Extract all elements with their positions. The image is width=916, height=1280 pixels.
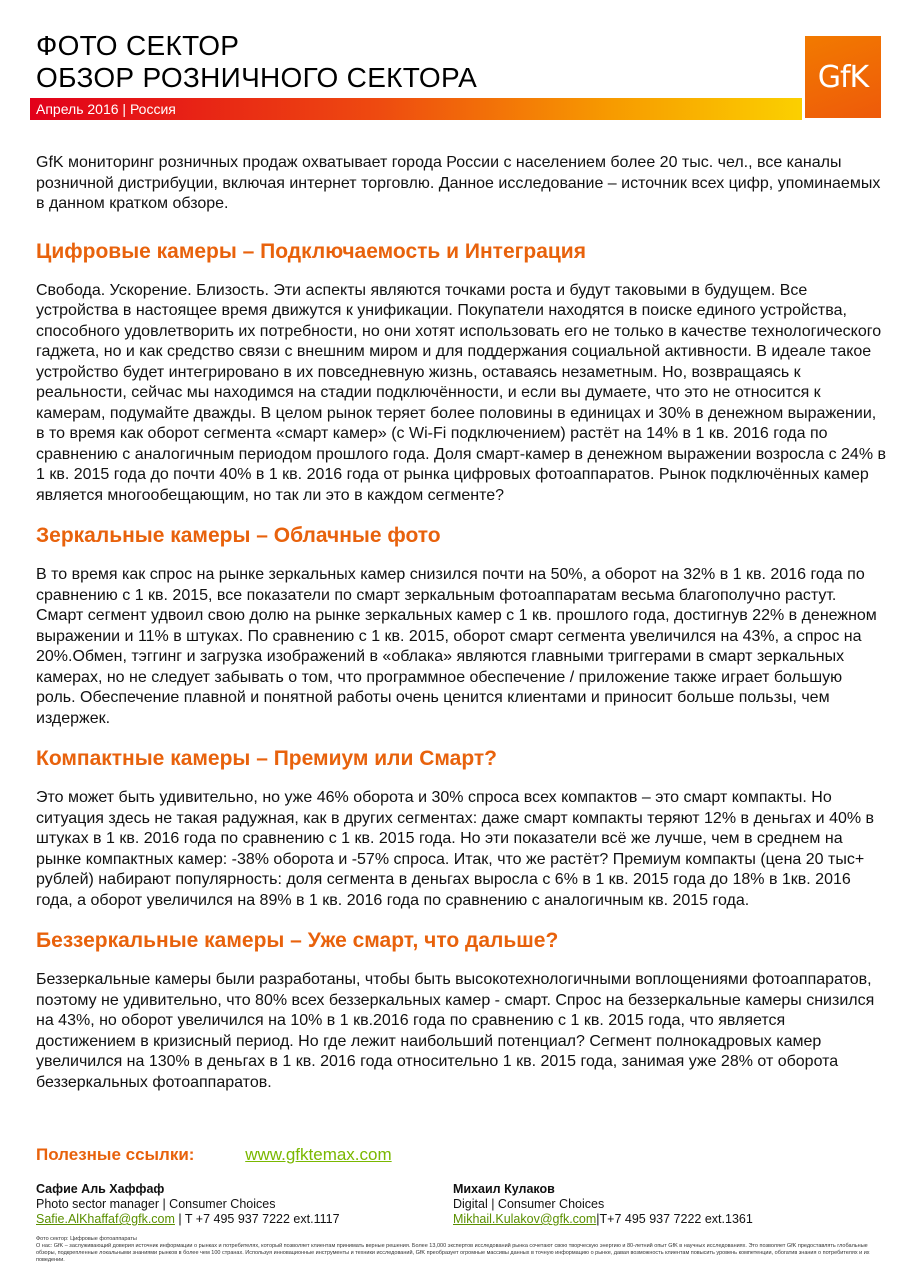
section-text-compact: Это может быть удивительно, но уже 46% оборота и 30% спроса всех компактов – это смарт компакты. Но ситуация здесь не такая радужная, как в других сегментах: даже смарт компакты теряют 12% в деньгах и 40% в штуках в 1 кв. 2016 года по сравнению с 1 кв. 2015 года. Но эти показатели всё же лучше, чем в среднем на рынке компактных камер: -38% оборота и -57% спроса. Итак, что же растёт? Премиум компакты (цена 20 тыс+ рублей) набирают популярность: доля сегмента в деньгах выросла с 6% в 1 кв. 2015 года до 18% в 1кв. 2016 года, а оборот увеличился на 89% в 1 кв. 2016 года по сравнению с аналогичным кв. 2015 года. [36,789,875,909]
section-heading-mirrorless: Беззеркальные камеры – Уже смарт, что дальше? [36,929,559,952]
section-heading-dslr: Зеркальные камеры – Облачные фото [36,524,441,547]
section-text-dslr: В то время как спрос на рынке зеркальных камер снизился почти на 50%, а оборот на 32% в 1 кв. 2016 года по сравнению с 1 кв. 2015, все показатели по смарт зеркальным фотоаппаратам весьма благополучно растут. Смарт сегмент удвоил свою долю на рынке зеркальных камер с 1 кв. прошлого года, достигнув 22% в денежном выражении и 11% в штуках. По сравнению с 1 кв. 2015, оборот смарт сегмента увеличился на 43%, а спрос на 20%.Обмен, тэггинг и загрузка изображений в «облака» являются главными триггерами в смарт зеркальных камерах, но не следует забывать о том, что программное обеспечение / приложение также играет большую роль. Обеспечение плавной и понятной работы очень ценится клиентами и приносит больше пользы, чем издержек. [36,566,877,727]
gfk-logo [805,36,881,118]
contact-2 [453,1182,753,1227]
section-heading-digital: Цифровые камеры – Подключаемость и Интеграция [36,239,586,263]
contact-1 [36,1182,340,1227]
contact-email-link[interactable]: Safie.AlKhaffaf@gfk.com [36,1212,175,1226]
logo-text: GfK [817,59,869,95]
contact-email-link[interactable]: Mikhail.Kulakov@gfk.com [453,1212,597,1226]
contact-phone: |T+7 495 937 7222 ext.1361 [596,1212,753,1226]
contact-name: Сафие Аль Хаффаф [36,1182,165,1196]
section-heading-compact: Компактные камеры – Премиум или Смарт? [36,747,498,770]
contact-name: Михаил Кулаков [453,1182,555,1196]
contact-role: Digital | Consumer Choices [453,1197,605,1211]
footer-line-2: О нас: GfK – заслуживающий доверия источник информации о рынках и потребителях, который позволяет клиентам принимать верные решения. Более 13,000 экспертов исследований рынка сочетают свою творческую энергию и 80-летний опыт GfK в научных исследованиях. Это позволяет GfK предоставлять глобальные обзоры, подкрепленные локальными знаниями рынков в более чем 100 странах. Используя инновационные инструменты и техники исследований, GfK преобразует огромные массивы данных в точную информацию о рынке, давая возможность клиентам повысить уровень компетенции, обогатив знания о потребителях и их поведении. [36,1243,870,1263]
title-line-1: ФОТО СЕКТОР [36,30,240,61]
main-content [36,153,886,1093]
contact-details [453,1212,753,1227]
page-title [36,30,477,94]
footer-line-1: Фото сектор: Цифровые фотоаппараты [36,1236,137,1242]
footer-disclaimer [36,1236,886,1264]
section-text-mirrorless: Беззеркальные камеры были разработаны, чтобы быть высокотехнологичными воплощениями фотоаппаратов, поэтому не удивительно, что 80% всех беззеркальных камер - смарт. Спрос на беззеркальные камеры снизился на 43%, но оборот увеличился на 10% в 1 кв.2016 года по сравнению с 1 кв. 2015 года, что является достижением в кризисный период. Но где лежит наибольший потенциал? Сегмент полнокадровых камер увеличился на 130% в деньгах в 1 кв. 2016 года относительно 1 кв. 2015 года, занимая уже 28% от оборота беззеркальных фотоаппаратов. [36,971,875,1091]
intro-paragraph: GfK мониторинг розничных продаж охватывает города России с населением более 20 тыс. чел., все каналы розничной дистрибуции, включая интернет торговлю. Данное исследование – источник всех цифр, упоминаемых в данном кратком обзоре. [36,154,881,212]
contact-details [36,1212,340,1227]
gfktemax-link[interactable]: www.gfktemax.com [245,1145,392,1164]
date-location-label: Апрель 2016 | Россия [36,101,176,117]
contact-role: Photo sector manager | Consumer Choices [36,1197,276,1211]
useful-links [36,1144,392,1166]
links-label: Полезные ссылки: [36,1145,195,1164]
contact-phone: | T +7 495 937 7222 ext.1117 [174,1212,340,1226]
section-text-digital: Свобода. Ускорение. Близость. Эти аспекты являются точками роста и будут таковыми в будущем. Все устройства в настоящее время движутся к унификации. Покупатели находятся в поиске единого устройства, способного удовлетворить их потребности, но они хотят использовать его не только в качестве технологического гаджета, но и как средство связи с внешним миром и для поддержания социальной активности. В идеале такое устройство будет интегрировано в их повседневную жизнь, оставаясь незаметным. Но, возвращаясь к реальности, сейчас мы находимся на стадии подключённости, и если вы думаете, что это не относится к камерам, подумайте дважды. В целом рынок теряет более половины в единицах и 30% в денежном выражении, в то время как оборот сегмента «смарт камер» (с Wi-Fi подключением) растёт на 14% в 1 кв. 2016 года по сравнению с аналогичным периодом прошлого года. Доля смарт-камер в денежном выражении возросла с 24% в 1 кв. 2015 года до почти 40% в 1 кв. 2016 года от рынка цифровых фотоаппаратов. Рынок подключённых камер является многообещающим, но так ли это в каждом сегменте? [36,281,886,504]
date-band [30,98,802,120]
title-line-2: ОБЗОР РОЗНИЧНОГО СЕКТОРА [36,62,478,93]
